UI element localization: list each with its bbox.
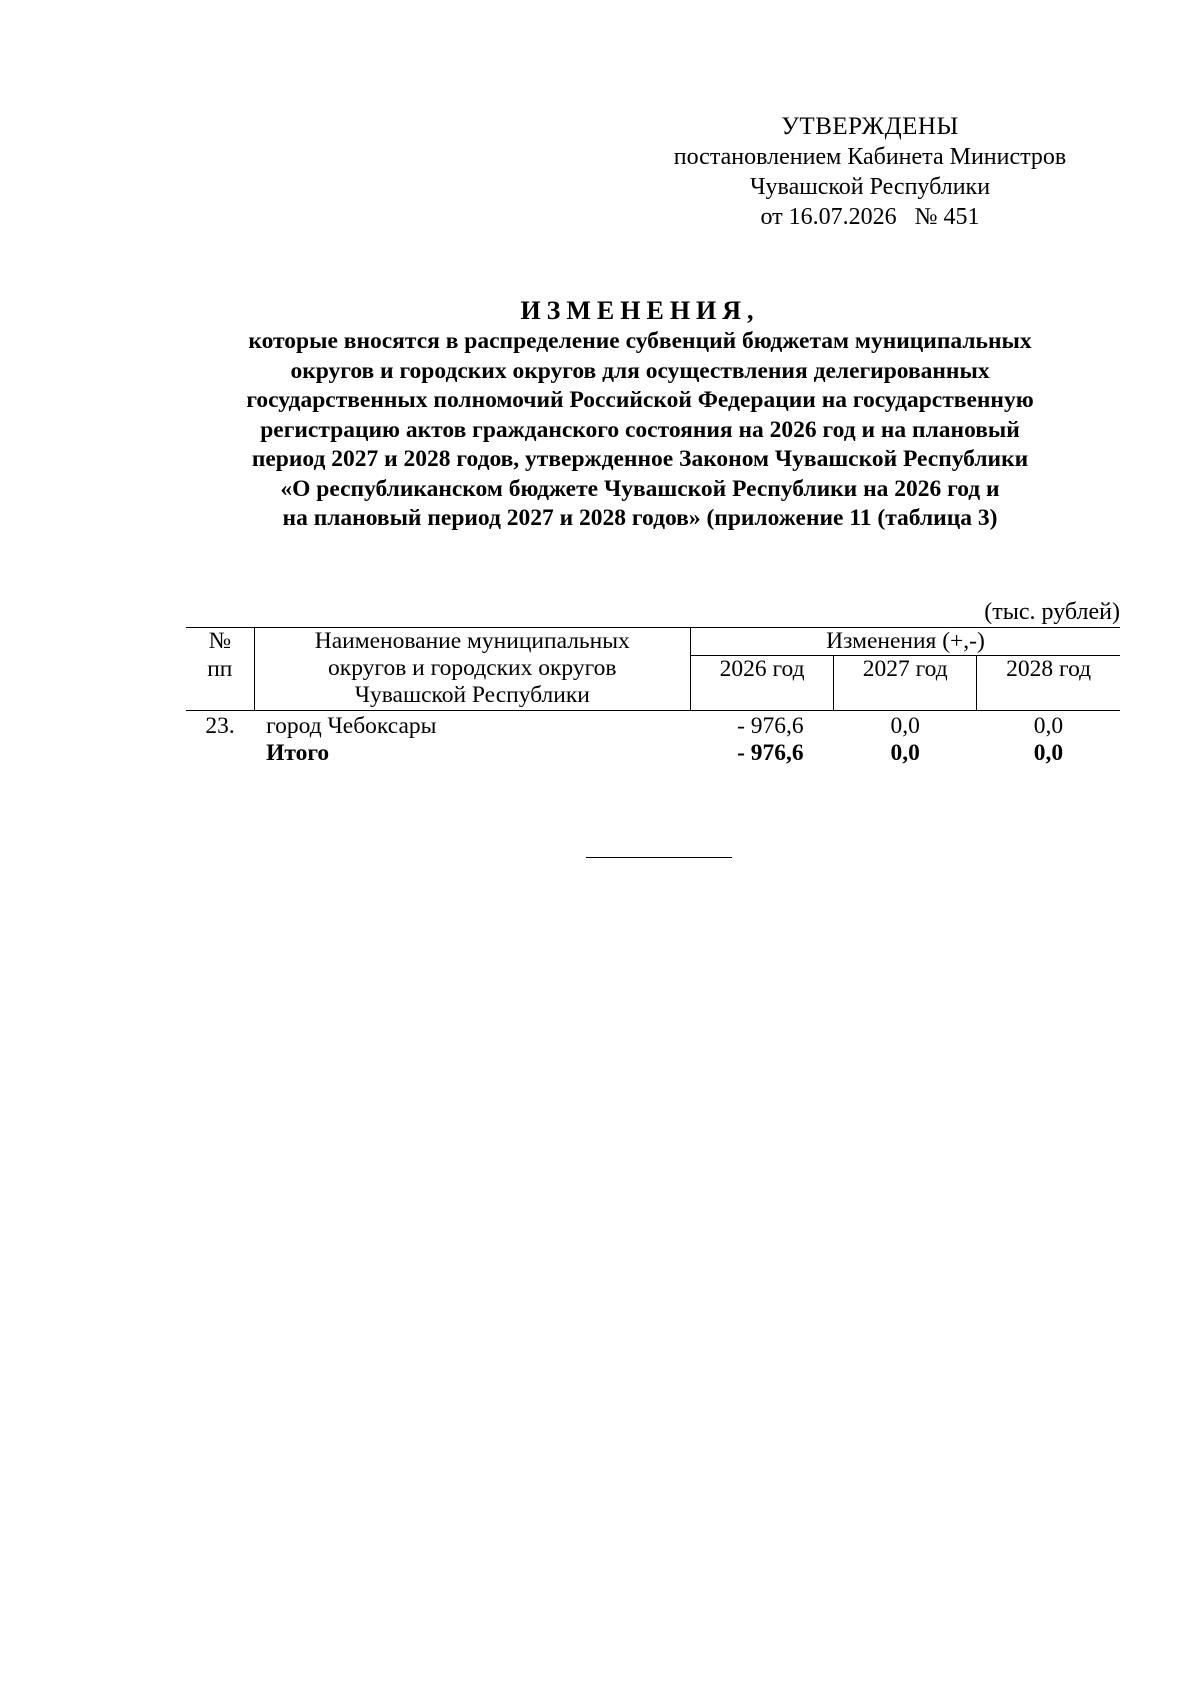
document-subtitle (150, 327, 1130, 534)
table-row (186, 711, 1120, 741)
row-name: город Чебоксары (266, 713, 437, 739)
header-year-2026: 2026 год (691, 656, 834, 711)
header-num-line-1: № (208, 628, 231, 654)
row-value-2027: 0,0 (890, 713, 920, 739)
document-title: ИЗМЕНЕНИЯ, (520, 296, 760, 325)
header-name (254, 628, 690, 711)
header-num-line-2: пп (207, 655, 233, 682)
approval-line-2: Чувашской Республики (749, 174, 991, 200)
subtitle-line: округов и городских округов для осуществления делегированных (290, 357, 990, 384)
subvention-table (186, 627, 1120, 767)
subtitle-line: «О республиканском бюджете Чувашской Республики на 2026 год и (280, 475, 1000, 502)
units-label: (тыс. рублей) (984, 599, 1120, 625)
approval-title: УТВЕРЖДЕНЫ (781, 113, 959, 140)
total-value-2026: - 976,6 (737, 740, 804, 766)
subtitle-line: на плановый период 2027 и 2028 годов» (приложение 11 (таблица 3) (282, 505, 998, 531)
header-name-line: Наименование муниципальных (314, 628, 630, 654)
approval-block (660, 112, 1080, 232)
row-value-2026: - 976,6 (737, 713, 804, 739)
row-num: 23. (205, 713, 235, 739)
header-name-line: Чувашской Республики (354, 682, 590, 708)
closing-separator-line (586, 857, 732, 858)
total-label: Итого (266, 740, 330, 766)
header-changes: Изменения (+,-) (691, 628, 1121, 656)
header-num-2 (186, 656, 254, 711)
header-year-2027: 2027 год (834, 656, 977, 711)
subtitle-line: государственных полномочий Российской Федерации на государственную (246, 387, 1034, 413)
header-name-line: округов и городских округов (328, 655, 617, 681)
header-num (186, 628, 254, 656)
total-num (186, 740, 254, 767)
subtitle-line: регистрацию актов гражданского состояния на 2026 год и на плановый (260, 416, 1020, 443)
subtitle-line: которые вносятся в распределение субвенций бюджетам муниципальных (248, 328, 1032, 354)
approval-line-3: от 16.07.2026 № 451 (760, 204, 980, 230)
total-row (186, 740, 1120, 767)
subtitle-line: период 2027 и 2028 годов, утвержденное Законом Чувашской Республики (251, 446, 1029, 472)
row-value-2028: 0,0 (1033, 713, 1064, 739)
approval-line-1: постановлением Кабинета Министров (673, 144, 1067, 170)
header-year-2028: 2028 год (977, 656, 1120, 711)
total-value-2027: 0,0 (890, 740, 920, 766)
total-value-2028: 0,0 (1033, 740, 1064, 766)
